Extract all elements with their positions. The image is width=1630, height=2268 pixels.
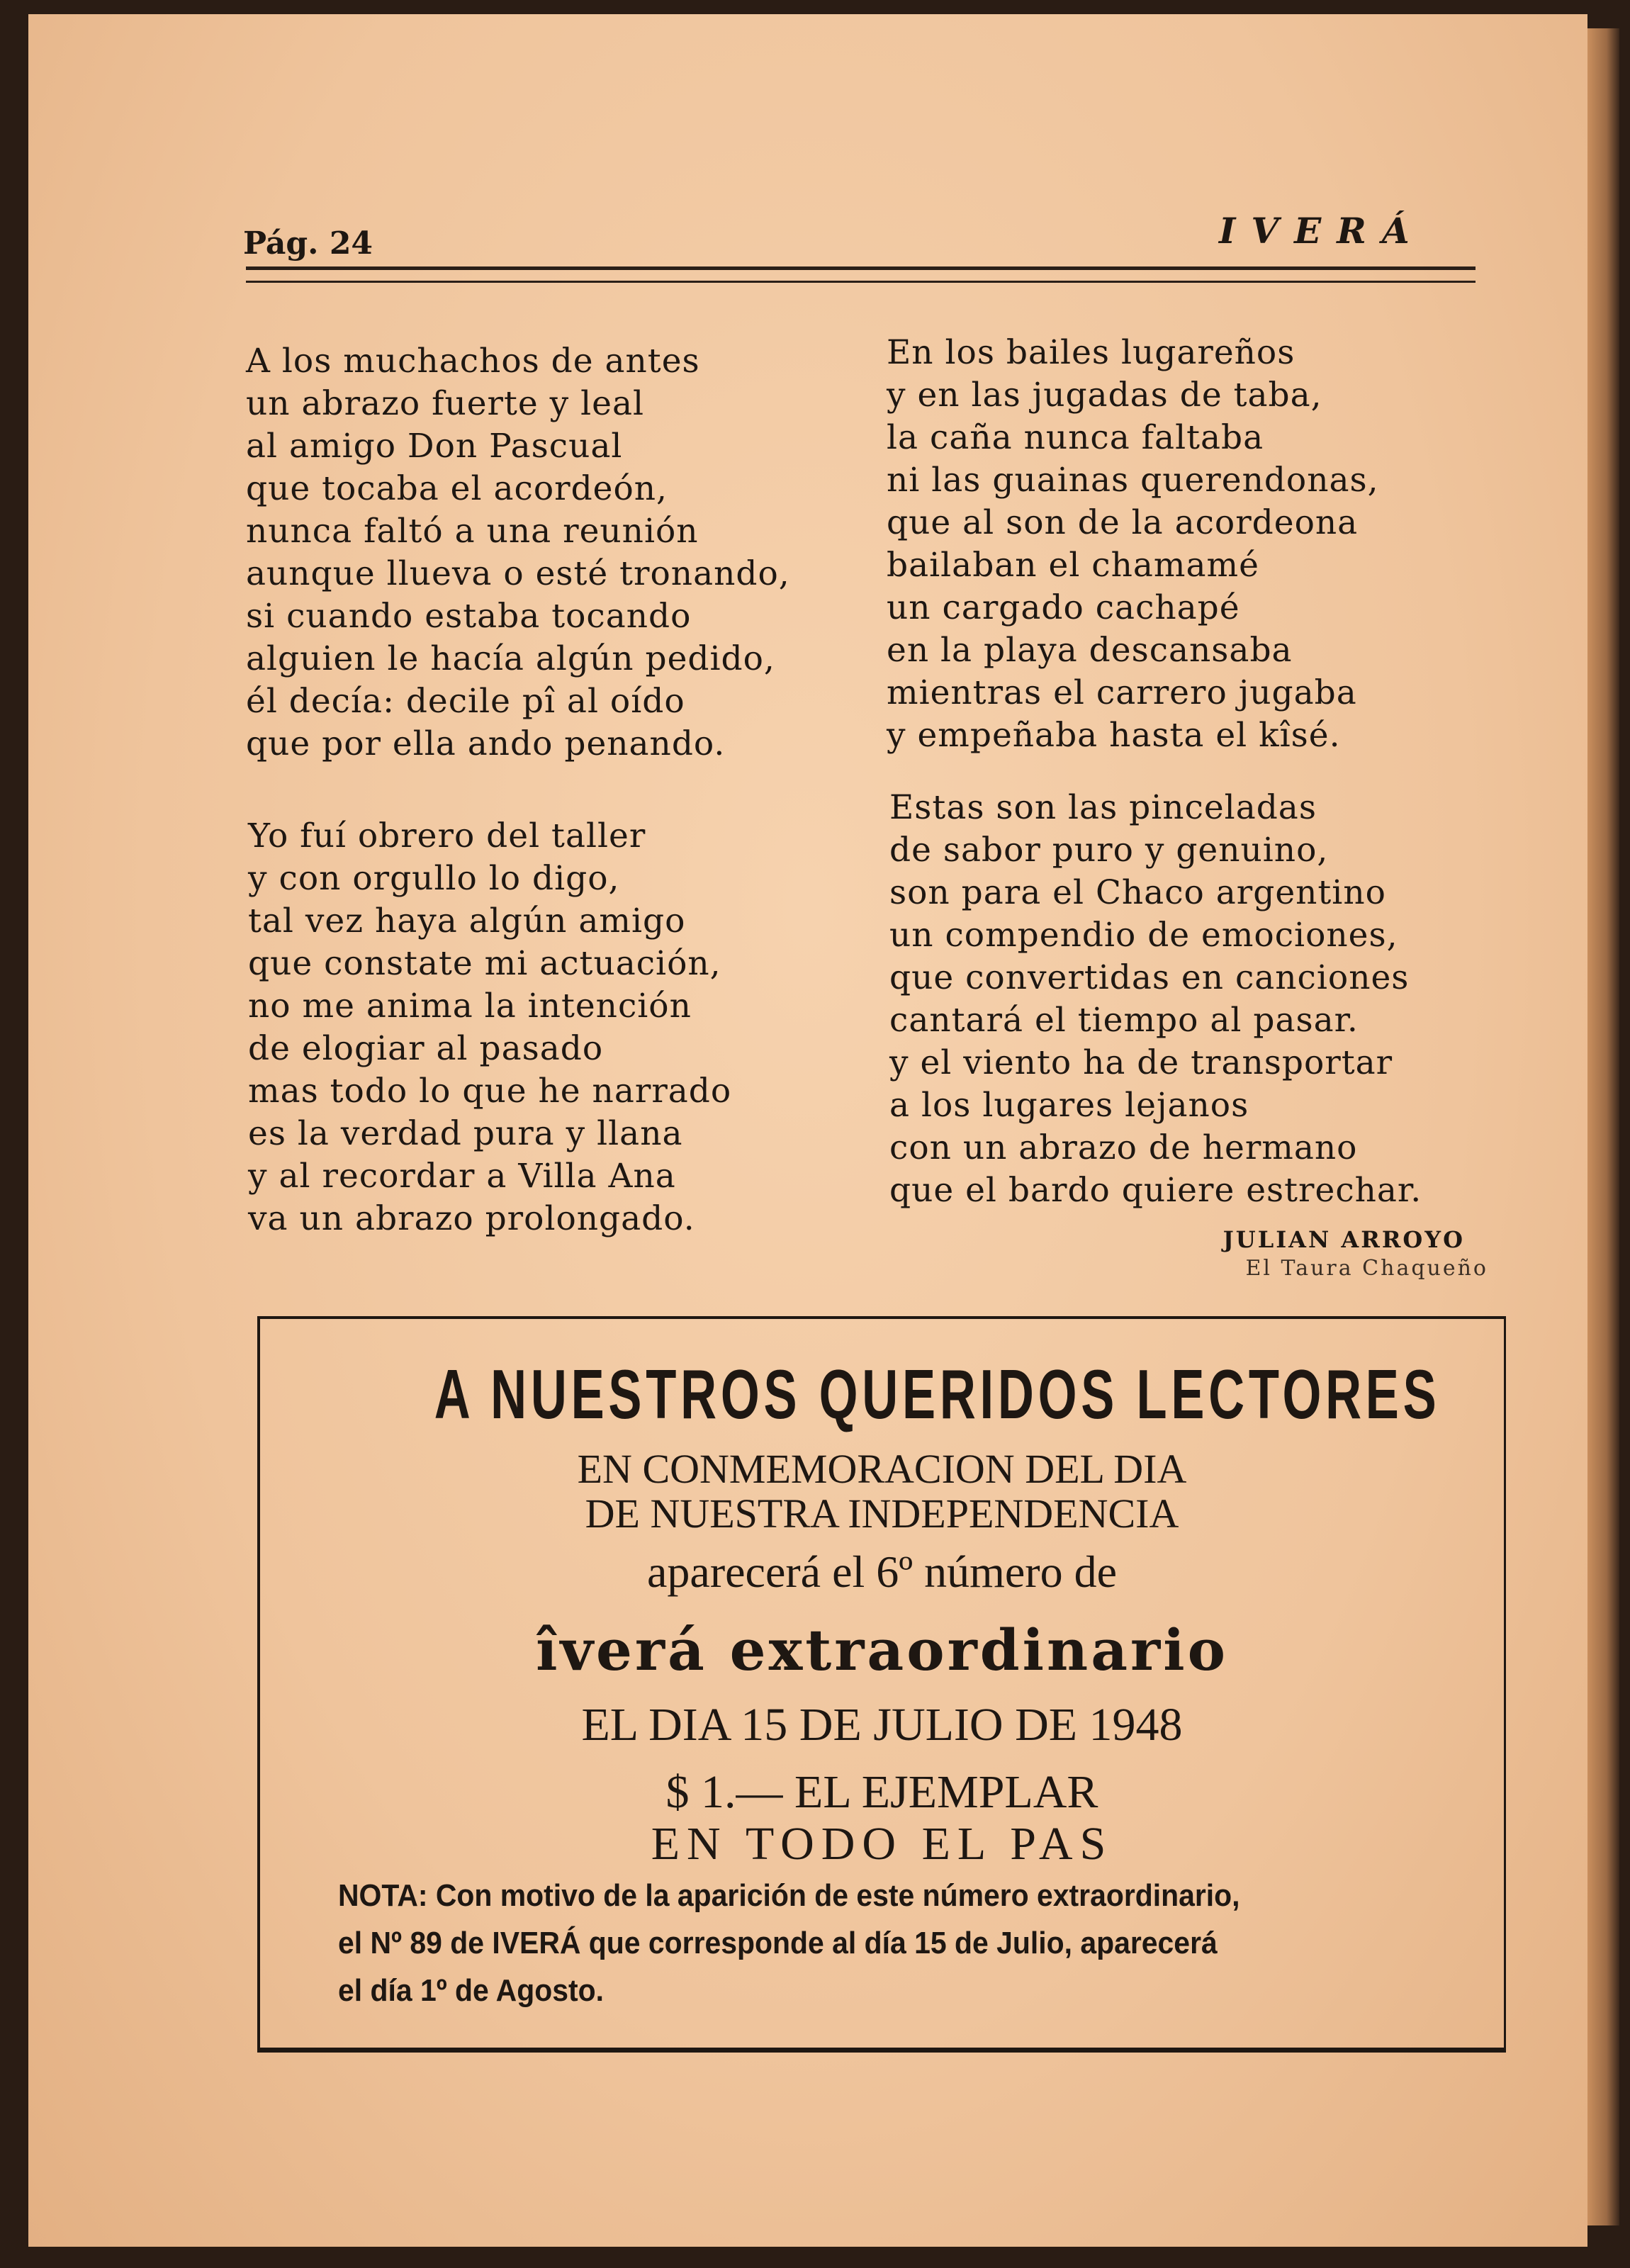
page-number: Pág. 24: [243, 225, 373, 262]
author-name: JULIAN ARROYO: [1222, 1226, 1465, 1253]
poem-line: de elogiar al pasado: [248, 1029, 604, 1068]
poem-line: que el bardo quiere estrechar.: [889, 1171, 1422, 1210]
poem-line: nunca faltó a una reunión: [246, 512, 699, 551]
notice-line-3: aparecerá el 6º número de: [647, 1546, 1117, 1597]
poem-left-stanza-1: [246, 340, 790, 765]
poem-line: y el viento ha de transportar: [889, 1043, 1393, 1082]
poem-line: él decía: decile pî al oído: [246, 682, 685, 721]
poem-line: no me anima la intención: [248, 987, 692, 1026]
header-rule-thick: [246, 266, 1476, 270]
poem-line: mas todo lo que he narrado: [248, 1072, 732, 1111]
poem-line: alguien le hacía algún pedido,: [246, 639, 775, 678]
poem-line: que por ella ando penando.: [246, 724, 726, 763]
poem-line: bailaban el chamamé: [887, 546, 1259, 585]
poem-line: un cargado cachapé: [887, 588, 1240, 627]
poem-line: aunque llueva o esté tronando,: [246, 554, 790, 593]
poem-line: que convertidas en canciones: [889, 958, 1410, 997]
poem-line: es la verdad pura y llana: [248, 1114, 683, 1153]
poem-line: que constate mi actuación,: [248, 944, 721, 983]
poem-line: y al recordar a Villa Ana: [248, 1157, 676, 1196]
poem-line: A los muchachos de antes: [246, 342, 700, 381]
poem-left-stanza-2: [248, 815, 731, 1240]
poem-right-stanza-2: [889, 787, 1422, 1212]
nota-line: NOTA: Con motivo de la aparición de este número extraordinario,: [338, 1878, 1240, 1913]
nota-line: el día 1º de Agosto.: [338, 1973, 604, 2008]
poem-line: con un abrazo de hermano: [889, 1128, 1358, 1167]
poem-line: Estas son las pinceladas: [889, 788, 1317, 827]
notice-nota: [338, 1872, 1511, 2014]
poem-line: tal vez haya algún amigo: [248, 902, 686, 941]
poem-line: si cuando estaba tocando: [246, 597, 692, 636]
author-alias: El Taura Chaqueño: [1245, 1256, 1488, 1281]
notice-box: [257, 1316, 1506, 2053]
poem-line: en la playa descansaba: [887, 631, 1293, 670]
poem-line: que tocaba el acordeón,: [246, 469, 668, 508]
poem-line: ni las guainas querendonas,: [887, 461, 1379, 500]
poem-line: y en las jugadas de taba,: [887, 376, 1322, 415]
notice-title: A NUESTROS QUERIDOS LECTORES: [434, 1355, 1441, 1433]
poem-line: son para el Chaco argentino: [889, 873, 1386, 912]
page-stack-edge: [1587, 28, 1619, 2225]
poem-line: En los bailes lugareños: [887, 333, 1295, 372]
poem-line: cantará el tiempo al pasar.: [889, 1001, 1359, 1040]
notice-edition: îverá extraordinario: [536, 1617, 1228, 1683]
poem-line: que al son de la acordeona: [887, 503, 1359, 542]
notice-scope: EN TODO EL PAS: [651, 1818, 1113, 1870]
header-rule-thin: [246, 281, 1476, 283]
poem-line: y empeñaba hasta el kîsé.: [887, 716, 1341, 755]
poem-line: un compendio de emociones,: [889, 916, 1398, 955]
nota-line: el Nº 89 de IVERÁ que corresponde al día 15 de Julio, aparecerá: [338, 1926, 1218, 1960]
magazine-title: IVERÁ: [1219, 210, 1425, 252]
poem-right-stanza-1: [887, 332, 1379, 757]
notice-line-1: EN CONMEMORACION DEL DIA: [577, 1446, 1187, 1492]
notice-line-2: DE NUESTRA INDEPENDENCIA: [585, 1491, 1179, 1537]
poem-line: al amigo Don Pascual: [246, 427, 623, 466]
poem-line: de sabor puro y genuino,: [889, 831, 1329, 870]
poem-line: va un abrazo prolongado.: [248, 1199, 695, 1238]
poem-line: a los lugares lejanos: [889, 1086, 1249, 1125]
poem-line: mientras el carrero jugaba: [887, 673, 1357, 712]
poem-line: Yo fuí obrero del taller: [248, 816, 646, 855]
poem-line: y con orgullo lo digo,: [248, 859, 620, 898]
notice-price: $ 1.— EL EJEMPLAR: [665, 1766, 1098, 1818]
notice-date: EL DIA 15 DE JULIO DE 1948: [581, 1699, 1183, 1751]
poem-line: un abrazo fuerte y leal: [246, 384, 645, 423]
poem-line: la caña nunca faltaba: [887, 418, 1264, 457]
